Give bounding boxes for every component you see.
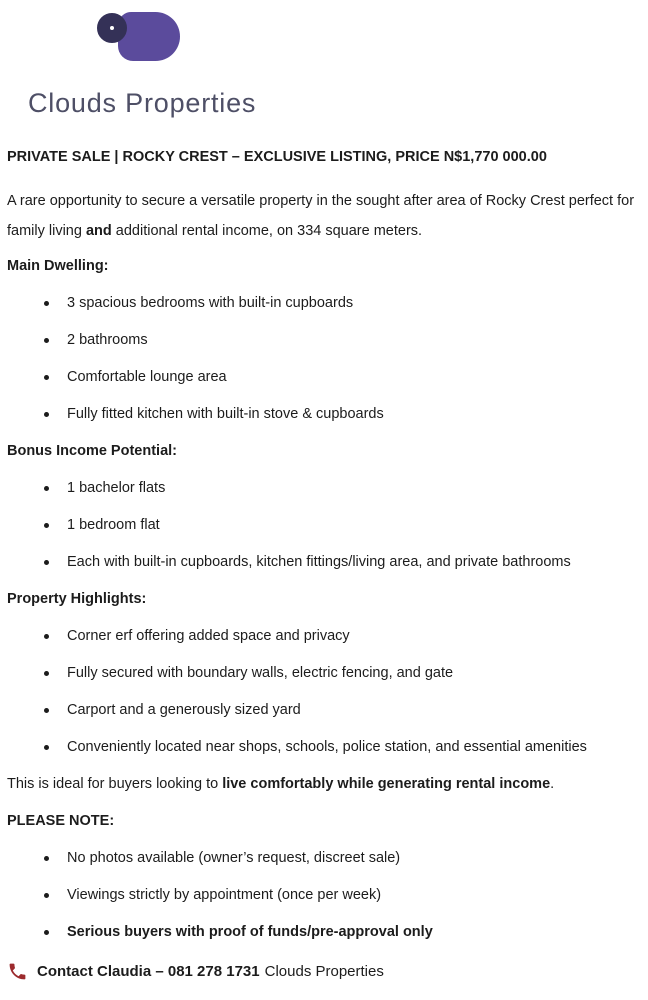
headline: PRIVATE SALE | ROCKY CREST – EXCLUSIVE LISTING, PRICE N$1,770 000.00 [7, 149, 547, 165]
bullet-list [7, 480, 640, 571]
ideal-text-bold: live comfortably while generating rental income [222, 776, 551, 792]
list-item: Comfortable lounge area [44, 369, 640, 386]
list-item: 1 bedroom flat [44, 517, 640, 534]
list-item: Viewings strictly by appointment (once per week) [44, 887, 640, 904]
section-bonus-income [7, 443, 640, 571]
section-title: PLEASE NOTE: [7, 813, 115, 829]
section-title: Property Highlights: [7, 591, 147, 607]
list-item: Serious buyers with proof of funds/pre-approval only [44, 924, 640, 941]
contact-bold-text: Contact Claudia – 081 278 1731 [37, 963, 260, 980]
list-item: 3 spacious bedrooms with built-in cupboards [44, 295, 640, 312]
logo-ring-shape [97, 13, 127, 43]
list-item: Fully secured with boundary walls, electric fencing, and gate [44, 665, 640, 682]
section-property-highlights [7, 591, 640, 756]
list-item: Each with built-in cupboards, kitchen fittings/living area, and private bathrooms [44, 554, 640, 571]
list-item: Conveniently located near shops, schools, police station, and essential amenities [44, 739, 640, 756]
section-title: Main Dwelling: [7, 258, 109, 274]
clouds-properties-logo-icon [97, 8, 277, 77]
ideal-buyers-paragraph [7, 776, 640, 793]
section-title: Bonus Income Potential: [7, 443, 177, 459]
list-item: No photos available (owner’s request, discreet sale) [44, 850, 640, 867]
list-item: Carport and a generously sized yard [44, 702, 640, 719]
contact-line [7, 961, 640, 982]
contact-regular-text: Clouds Properties [264, 963, 384, 980]
list-item: Fully fitted kitchen with built-in stove & cupboards [44, 406, 640, 423]
bullet-list [7, 295, 640, 423]
ideal-text-pre: This is ideal for buyers looking to [7, 776, 223, 792]
intro-text-post: additional rental income, on 334 square meters. [111, 223, 423, 239]
brand-name: Clouds Properties [28, 88, 257, 118]
list-item: 1 bachelor flats [44, 480, 640, 497]
list-item: 2 bathrooms [44, 332, 640, 349]
brand-header [7, 8, 640, 119]
list-item: Corner erf offering added space and privacy [44, 628, 640, 645]
section-main-dwelling [7, 258, 640, 423]
intro-text-pre: A rare opportunity to secure a versatile property in the sought after area of Rocky Crest perfect for family living [7, 193, 635, 239]
ideal-text-post: . [550, 776, 555, 792]
intro-paragraph [7, 186, 640, 246]
section-please-note [7, 813, 640, 941]
bullet-list [7, 850, 640, 941]
phone-receiver-icon [7, 961, 28, 982]
bullet-list [7, 628, 640, 756]
logo-p-shape [118, 12, 180, 61]
intro-text-bold: and [85, 223, 112, 239]
